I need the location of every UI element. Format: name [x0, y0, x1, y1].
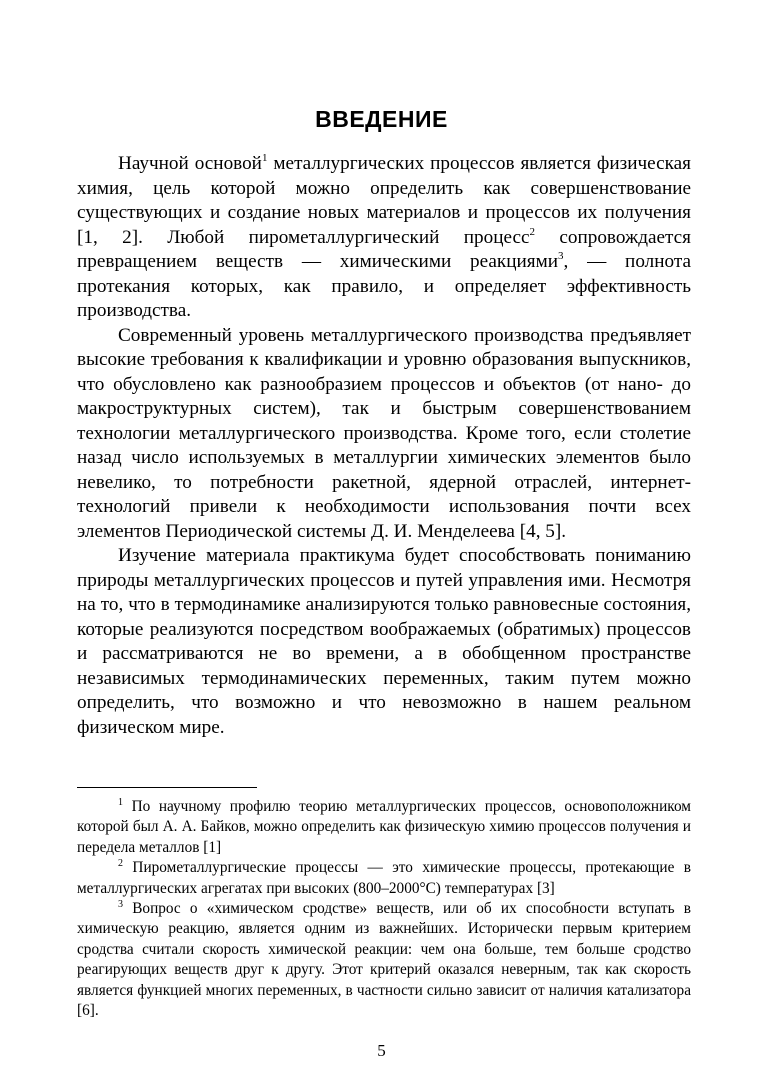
footnote-divider: [77, 787, 257, 788]
text-span: , — полнота протекания которых, как правило, и определяет эффективность производства.: [77, 251, 691, 321]
footnote-ref: 3: [557, 250, 564, 262]
footnote: [77, 858, 691, 899]
footnote-marker: 1: [118, 797, 123, 808]
paragraph: [77, 544, 691, 740]
footnotes: [77, 797, 691, 1021]
footnote-marker: 3: [118, 899, 123, 911]
body-text: [77, 152, 691, 740]
page-number: 5: [377, 1041, 386, 1060]
paragraph: [77, 324, 691, 545]
footnote-ref: 2: [529, 225, 536, 238]
page-title: ВВЕДЕНИЕ: [315, 106, 448, 132]
text-span: сопровождается превращением веществ — химическими реакциями: [77, 226, 691, 272]
footnote-text: По научному профилю теорию металлургических процессов, основоположником которой был А. А. Байков, можно определить как физическую химию процессов получения и передела металлов [1]: [77, 798, 691, 856]
footnote: [77, 797, 691, 858]
text-span: металлургических процессов является физическая химия, цель которой можно определить как совершенствование существующих и создание новых материалов и процессов их получения [1, 2]. Любой пирометаллургический процесс: [77, 153, 692, 248]
footnote-marker: 2: [118, 858, 123, 870]
footnote: [77, 899, 691, 1021]
text-span: Изучение материала практикума будет способствовать пониманию природы металлургических процессов и путей управления ими. Несмотря на то, что в термодинамике анализируются только равновесные состояния, которые реализуются посредством воображаемых (обратимых) процессов и рассматриваются не во времени, а в обобщенном пространстве независимых термодинамических переменных, таким путем можно определить, что возможно и что невозможно в нашем реальном физическом мире.: [77, 545, 691, 738]
paragraph: [77, 152, 691, 324]
footnote-text: Пирометаллургические процессы — это химические процессы, протекающие в металлургических агрегатах при высоких (800–2000°С) температурах [3]: [77, 859, 691, 897]
footnote-ref: 1: [261, 152, 268, 164]
text-span: Научной основой: [118, 153, 262, 174]
footnote-text: Вопрос о «химическом сродстве» веществ, или об их способности вступать в химическую реакцию, является одним из важнейших. Исторически первым критерием сродства считали скорость химической реакции: чем она больше, тем больше сродство реагирующих веществ друг к другу. Этот критерий оказался неверным, так как скорость является функцией многих переменных, в частности сильно зависит от наличия катализатора [6].: [77, 900, 691, 1020]
text-span: Современный уровень металлургического производства предъявляет высокие требования к квалификации и уровню образования выпускников, что обусловлено как разнообразием процессов и объектов (от нано- до макроструктурных систем), так и быстрым совершенствованием технологии металлургического производства. Кроме того, если столетие назад число используемых в металлургии химических элементов было невелико, то потребности ракетной, ядерной отраслей, интернет-технологий привели к необходимости использования почти всех элементов Периодической системы Д. И. Менделеева [4, 5].: [77, 324, 691, 542]
